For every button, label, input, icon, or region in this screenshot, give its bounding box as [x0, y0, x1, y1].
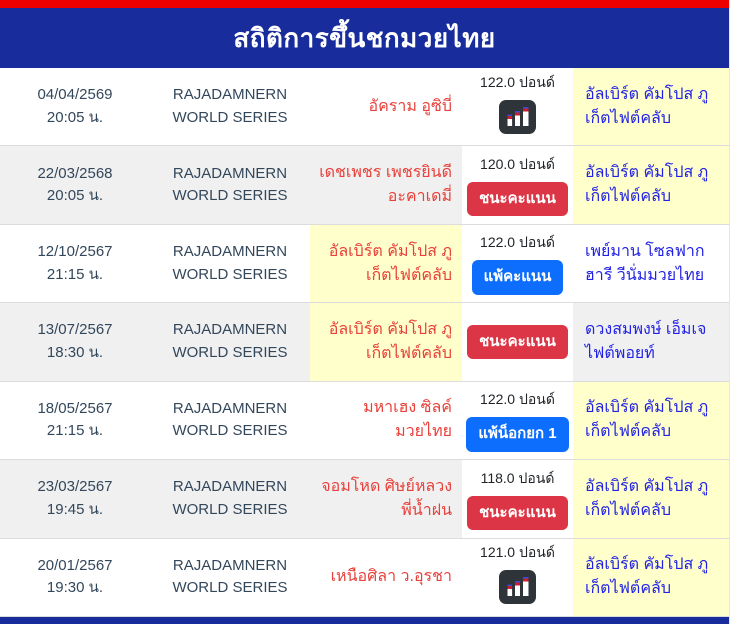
blue-corner-name: ดวงสมพงษ์ เอ็มเจไฟต์พอยท์ — [585, 320, 707, 362]
red-corner-cell — [310, 68, 462, 145]
result-slot — [467, 496, 568, 531]
fight-time: 19:30 น. — [46, 579, 104, 597]
red-corner-name: อัลเบิร์ต คัมโปส ภูเก็ตไฟต์คลับ — [328, 242, 452, 284]
event-name: RAJADAMNERN WORLD SERIES — [172, 86, 288, 126]
fight-time: 20:05 น. — [46, 108, 104, 126]
event-cell — [150, 225, 310, 302]
fight-date-cell — [0, 225, 150, 302]
blue-corner-cell — [573, 225, 729, 302]
result-slot — [467, 182, 568, 217]
weight-label: 121.0 ปอนด์ — [480, 544, 555, 561]
red-corner-cell — [310, 539, 462, 616]
event-name: RAJADAMNERN WORLD SERIES — [172, 556, 288, 597]
fight-time: 19:45 น. — [46, 500, 104, 518]
fight-time: 21:15 น. — [46, 422, 104, 440]
fight-time: 21:15 น. — [46, 265, 104, 283]
fight-date: 22/03/2568 — [37, 164, 113, 182]
blue-corner-name: อัลเบิร์ต คัมโปส ภูเก็ตไฟต์คลับ — [585, 85, 709, 127]
result-cell — [462, 539, 573, 616]
fight-date-cell — [0, 68, 150, 145]
weight-label: 118.0 ปอนด์ — [480, 469, 555, 486]
fight-date-cell — [0, 382, 150, 459]
fight-row — [0, 146, 729, 224]
result-slot — [499, 100, 536, 142]
blue-corner-name: อัลเบิร์ต คัมโปส ภูเก็ตไฟต์คลับ — [585, 164, 709, 206]
fight-date-cell — [0, 460, 150, 537]
blue-corner-name: อัลเบิร์ต คัมโปส ภูเก็ตไฟต์คลับ — [585, 399, 709, 441]
event-name: RAJADAMNERN WORLD SERIES — [172, 243, 288, 283]
blue-corner-cell — [573, 146, 729, 223]
page-title: สถิติการขึ้นชกมวยไทย — [233, 22, 496, 53]
event-name: RAJADAMNERN WORLD SERIES — [172, 478, 288, 518]
blue-corner-cell — [573, 382, 729, 459]
fight-row — [0, 225, 729, 303]
fight-date: 13/07/2567 — [37, 321, 113, 339]
result-cell — [462, 303, 573, 380]
result-badge: ชนะคะแนน — [467, 496, 568, 531]
weight-label: 122.0 ปอนด์ — [480, 391, 555, 408]
weight-label: 122.0 ปอนด์ — [480, 234, 555, 251]
fight-row — [0, 303, 729, 381]
bar-chart-icon[interactable] — [499, 570, 536, 604]
red-corner-name: อัลเบิร์ต คัมโปส ภูเก็ตไฟต์คลับ — [328, 320, 452, 362]
fight-time: 18:30 น. — [46, 343, 104, 361]
blue-corner-cell — [573, 68, 729, 145]
result-slot — [467, 325, 568, 360]
bottom-navy-bar — [0, 617, 729, 624]
event-cell — [150, 303, 310, 380]
result-cell — [462, 146, 573, 223]
event-cell — [150, 146, 310, 223]
result-slot — [472, 260, 564, 295]
red-corner-name: มหาเฮง ซิลค์ มวยไทย — [363, 399, 452, 441]
red-corner-name: เดชเพชร เพชรยินดีอะคาเดมี่ — [319, 164, 452, 206]
event-cell — [150, 539, 310, 616]
result-badge: ชนะคะแนน — [467, 325, 568, 360]
blue-corner-name: อัลเบิร์ต คัมโปส ภูเก็ตไฟต์คลับ — [585, 556, 709, 598]
result-cell — [462, 382, 573, 459]
fight-date: 04/04/2569 — [37, 86, 113, 104]
fight-row — [0, 68, 729, 146]
event-name: RAJADAMNERN WORLD SERIES — [172, 321, 288, 361]
page-header — [0, 8, 729, 68]
blue-corner-cell — [573, 460, 729, 537]
bar-chart-icon[interactable] — [499, 100, 536, 134]
blue-corner-name: อัลเบิร์ต คัมโปส ภูเก็ตไฟต์คลับ — [585, 477, 709, 519]
fight-time: 20:05 น. — [46, 187, 104, 205]
fight-history-table — [0, 68, 729, 617]
result-slot — [499, 570, 536, 612]
fight-row — [0, 539, 729, 617]
fight-date-cell — [0, 303, 150, 380]
fight-date: 20/01/2567 — [37, 556, 113, 574]
result-cell — [462, 68, 573, 145]
blue-corner-name: เพย์มาน โซลฟาก ฮารี วีนั่มมวยไทย — [585, 242, 705, 284]
result-badge: ชนะคะแนน — [467, 182, 568, 217]
fight-date: 12/10/2567 — [37, 243, 113, 261]
blue-corner-cell — [573, 303, 729, 380]
fight-date: 18/05/2567 — [37, 399, 113, 417]
event-cell — [150, 382, 310, 459]
fight-date: 23/03/2567 — [37, 478, 113, 496]
result-cell — [462, 225, 573, 302]
event-cell — [150, 68, 310, 145]
red-corner-cell — [310, 146, 462, 223]
event-cell — [150, 460, 310, 537]
blue-corner-cell — [573, 539, 729, 616]
red-corner-name: จอมโหด ศิษย์หลวงพี่น้ำฝน — [321, 477, 452, 519]
result-badge: แพ้คะแนน — [472, 260, 564, 295]
event-name: RAJADAMNERN WORLD SERIES — [172, 399, 288, 440]
fight-date-cell — [0, 539, 150, 616]
red-corner-cell — [310, 225, 462, 302]
red-corner-name: อัคราม อูซิบี่ — [368, 97, 452, 115]
weight-label: 120.0 ปอนด์ — [480, 155, 555, 172]
red-corner-cell — [310, 460, 462, 537]
red-corner-cell — [310, 303, 462, 380]
fight-row — [0, 382, 729, 460]
result-badge: แพ้น็อกยก 1 — [466, 417, 568, 452]
weight-label: 122.0 ปอนด์ — [480, 73, 555, 90]
result-cell — [462, 460, 573, 537]
result-slot — [466, 417, 568, 452]
red-corner-cell — [310, 382, 462, 459]
fight-date-cell — [0, 146, 150, 223]
red-corner-name: เหนือศิลา ว.อุรชา — [330, 568, 452, 586]
fight-row — [0, 460, 729, 538]
top-red-bar — [0, 0, 729, 8]
event-name: RAJADAMNERN WORLD SERIES — [172, 164, 288, 205]
